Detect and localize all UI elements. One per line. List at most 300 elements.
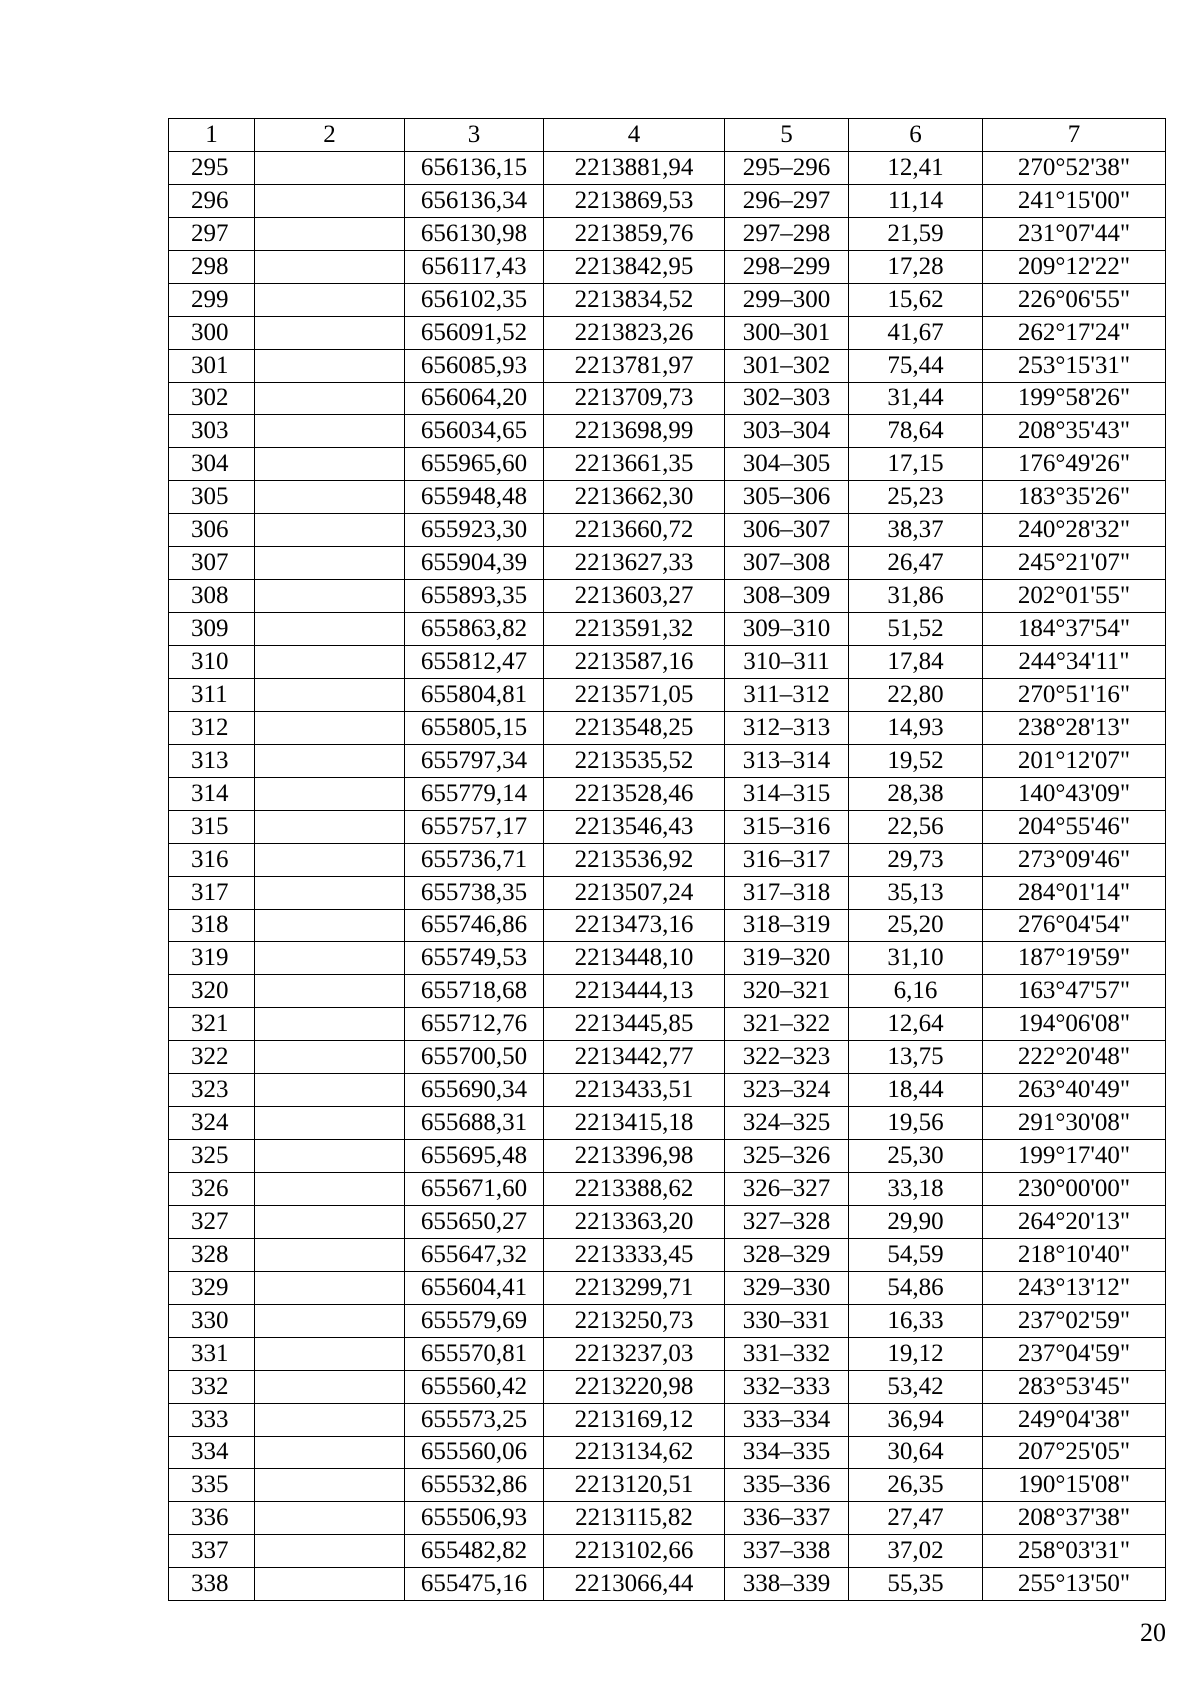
x-coordinate-cell: 655700,50	[405, 1041, 544, 1074]
y-coordinate-cell: 2213442,77	[544, 1041, 725, 1074]
table-row	[169, 1041, 1166, 1074]
description-cell	[255, 1304, 405, 1337]
length-cell: 17,15	[849, 448, 983, 481]
description-cell	[255, 843, 405, 876]
x-coordinate-cell: 655506,93	[405, 1502, 544, 1535]
point-number-cell: 329	[169, 1271, 255, 1304]
segment-cell: 336–337	[725, 1502, 849, 1535]
bearing-cell: 249°04'38"	[983, 1403, 1166, 1436]
length-cell: 12,64	[849, 1008, 983, 1041]
bearing-cell: 262°17'24"	[983, 316, 1166, 349]
bearing-cell: 201°12'07"	[983, 744, 1166, 777]
y-coordinate-cell: 2213842,95	[544, 250, 725, 283]
coordinates-table	[168, 118, 1166, 1601]
x-coordinate-cell: 655749,53	[405, 942, 544, 975]
y-coordinate-cell: 2213536,92	[544, 843, 725, 876]
point-number-cell: 308	[169, 580, 255, 613]
y-coordinate-cell: 2213066,44	[544, 1568, 725, 1601]
y-coordinate-cell: 2213834,52	[544, 283, 725, 316]
point-number-cell: 310	[169, 646, 255, 679]
y-coordinate-cell: 2213388,62	[544, 1173, 725, 1206]
column-header-5: 5	[725, 119, 849, 152]
segment-cell: 297–298	[725, 217, 849, 250]
x-coordinate-cell: 655965,60	[405, 448, 544, 481]
segment-cell: 312–313	[725, 711, 849, 744]
point-number-cell: 315	[169, 810, 255, 843]
length-cell: 17,28	[849, 250, 983, 283]
description-cell	[255, 1403, 405, 1436]
y-coordinate-cell: 2213591,32	[544, 613, 725, 646]
description-cell	[255, 1535, 405, 1568]
segment-cell: 300–301	[725, 316, 849, 349]
x-coordinate-cell: 655779,14	[405, 777, 544, 810]
description-cell	[255, 448, 405, 481]
description-cell	[255, 1008, 405, 1041]
bearing-cell: 264°20'13"	[983, 1205, 1166, 1238]
segment-cell: 334–335	[725, 1436, 849, 1469]
bearing-cell: 140°43'09"	[983, 777, 1166, 810]
point-number-cell: 302	[169, 382, 255, 415]
bearing-cell: 187°19'59"	[983, 942, 1166, 975]
bearing-cell: 226°06'55"	[983, 283, 1166, 316]
page-number: 20	[1140, 1618, 1166, 1647]
table-row	[169, 349, 1166, 382]
column-header-3: 3	[405, 119, 544, 152]
table-row	[169, 481, 1166, 514]
length-cell: 27,47	[849, 1502, 983, 1535]
y-coordinate-cell: 2213120,51	[544, 1469, 725, 1502]
table-row	[169, 975, 1166, 1008]
length-cell: 29,73	[849, 843, 983, 876]
table-row	[169, 514, 1166, 547]
length-cell: 11,14	[849, 184, 983, 217]
point-number-cell: 327	[169, 1205, 255, 1238]
segment-cell: 304–305	[725, 448, 849, 481]
description-cell	[255, 1370, 405, 1403]
y-coordinate-cell: 2213473,16	[544, 909, 725, 942]
length-cell: 54,86	[849, 1271, 983, 1304]
segment-cell: 307–308	[725, 547, 849, 580]
bearing-cell: 270°52'38"	[983, 151, 1166, 184]
x-coordinate-cell: 655923,30	[405, 514, 544, 547]
y-coordinate-cell: 2213220,98	[544, 1370, 725, 1403]
point-number-cell: 322	[169, 1041, 255, 1074]
description-cell	[255, 382, 405, 415]
x-coordinate-cell: 655863,82	[405, 613, 544, 646]
point-number-cell: 307	[169, 547, 255, 580]
segment-cell: 315–316	[725, 810, 849, 843]
point-number-cell: 303	[169, 415, 255, 448]
x-coordinate-cell: 656117,43	[405, 250, 544, 283]
bearing-cell: 231°07'44"	[983, 217, 1166, 250]
table-row	[169, 613, 1166, 646]
bearing-cell: 237°04'59"	[983, 1337, 1166, 1370]
table-row	[169, 1107, 1166, 1140]
y-coordinate-cell: 2213571,05	[544, 678, 725, 711]
table-row	[169, 1469, 1166, 1502]
length-cell: 15,62	[849, 283, 983, 316]
length-cell: 13,75	[849, 1041, 983, 1074]
y-coordinate-cell: 2213535,52	[544, 744, 725, 777]
length-cell: 75,44	[849, 349, 983, 382]
point-number-cell: 297	[169, 217, 255, 250]
length-cell: 19,12	[849, 1337, 983, 1370]
description-cell	[255, 151, 405, 184]
x-coordinate-cell: 655712,76	[405, 1008, 544, 1041]
description-cell	[255, 646, 405, 679]
table-row	[169, 1074, 1166, 1107]
y-coordinate-cell: 2213881,94	[544, 151, 725, 184]
description-cell	[255, 1107, 405, 1140]
point-number-cell: 323	[169, 1074, 255, 1107]
x-coordinate-cell: 656102,35	[405, 283, 544, 316]
bearing-cell: 255°13'50"	[983, 1568, 1166, 1601]
x-coordinate-cell: 655746,86	[405, 909, 544, 942]
segment-cell: 299–300	[725, 283, 849, 316]
description-cell	[255, 744, 405, 777]
x-coordinate-cell: 655690,34	[405, 1074, 544, 1107]
x-coordinate-cell: 655904,39	[405, 547, 544, 580]
segment-cell: 317–318	[725, 876, 849, 909]
bearing-cell: 273°09'46"	[983, 843, 1166, 876]
table-header	[169, 119, 1166, 152]
length-cell: 54,59	[849, 1238, 983, 1271]
table-row	[169, 678, 1166, 711]
bearing-cell: 283°53'45"	[983, 1370, 1166, 1403]
segment-cell: 302–303	[725, 382, 849, 415]
x-coordinate-cell: 655579,69	[405, 1304, 544, 1337]
length-cell: 26,35	[849, 1469, 983, 1502]
x-coordinate-cell: 655948,48	[405, 481, 544, 514]
y-coordinate-cell: 2213709,73	[544, 382, 725, 415]
segment-cell: 325–326	[725, 1140, 849, 1173]
point-number-cell: 305	[169, 481, 255, 514]
segment-cell: 311–312	[725, 678, 849, 711]
length-cell: 31,44	[849, 382, 983, 415]
bearing-cell: 204°55'46"	[983, 810, 1166, 843]
segment-cell: 332–333	[725, 1370, 849, 1403]
description-cell	[255, 1271, 405, 1304]
description-cell	[255, 316, 405, 349]
table-row	[169, 382, 1166, 415]
x-coordinate-cell: 656136,15	[405, 151, 544, 184]
point-number-cell: 332	[169, 1370, 255, 1403]
segment-cell: 316–317	[725, 843, 849, 876]
point-number-cell: 318	[169, 909, 255, 942]
y-coordinate-cell: 2213169,12	[544, 1403, 725, 1436]
segment-cell: 305–306	[725, 481, 849, 514]
segment-cell: 308–309	[725, 580, 849, 613]
description-cell	[255, 1173, 405, 1206]
length-cell: 6,16	[849, 975, 983, 1008]
table-row	[169, 876, 1166, 909]
segment-cell: 326–327	[725, 1173, 849, 1206]
x-coordinate-cell: 655560,42	[405, 1370, 544, 1403]
description-cell	[255, 678, 405, 711]
point-number-cell: 333	[169, 1403, 255, 1436]
table-row	[169, 1205, 1166, 1238]
table-row	[169, 250, 1166, 283]
x-coordinate-cell: 655570,81	[405, 1337, 544, 1370]
y-coordinate-cell: 2213507,24	[544, 876, 725, 909]
description-cell	[255, 547, 405, 580]
segment-cell: 310–311	[725, 646, 849, 679]
x-coordinate-cell: 655671,60	[405, 1173, 544, 1206]
length-cell: 30,64	[849, 1436, 983, 1469]
column-header-7: 7	[983, 119, 1166, 152]
segment-cell: 298–299	[725, 250, 849, 283]
bearing-cell: 291°30'08"	[983, 1107, 1166, 1140]
point-number-cell: 320	[169, 975, 255, 1008]
description-cell	[255, 777, 405, 810]
x-coordinate-cell: 655893,35	[405, 580, 544, 613]
point-number-cell: 334	[169, 1436, 255, 1469]
bearing-cell: 199°58'26"	[983, 382, 1166, 415]
description-cell	[255, 711, 405, 744]
description-cell	[255, 415, 405, 448]
table-row	[169, 744, 1166, 777]
bearing-cell: 222°20'48"	[983, 1041, 1166, 1074]
length-cell: 31,10	[849, 942, 983, 975]
length-cell: 19,56	[849, 1107, 983, 1140]
y-coordinate-cell: 2213627,33	[544, 547, 725, 580]
table-row	[169, 777, 1166, 810]
description-cell	[255, 1502, 405, 1535]
segment-cell: 296–297	[725, 184, 849, 217]
description-cell	[255, 1337, 405, 1370]
description-cell	[255, 481, 405, 514]
x-coordinate-cell: 655757,17	[405, 810, 544, 843]
point-number-cell: 319	[169, 942, 255, 975]
description-cell	[255, 810, 405, 843]
bearing-cell: 209°12'22"	[983, 250, 1166, 283]
bearing-cell: 238°28'13"	[983, 711, 1166, 744]
description-cell	[255, 184, 405, 217]
point-number-cell: 299	[169, 283, 255, 316]
description-cell	[255, 349, 405, 382]
segment-cell: 313–314	[725, 744, 849, 777]
y-coordinate-cell: 2213528,46	[544, 777, 725, 810]
point-number-cell: 300	[169, 316, 255, 349]
length-cell: 41,67	[849, 316, 983, 349]
y-coordinate-cell: 2213134,62	[544, 1436, 725, 1469]
length-cell: 17,84	[849, 646, 983, 679]
length-cell: 25,30	[849, 1140, 983, 1173]
y-coordinate-cell: 2213587,16	[544, 646, 725, 679]
description-cell	[255, 1140, 405, 1173]
point-number-cell: 328	[169, 1238, 255, 1271]
x-coordinate-cell: 655532,86	[405, 1469, 544, 1502]
bearing-cell: 237°02'59"	[983, 1304, 1166, 1337]
segment-cell: 321–322	[725, 1008, 849, 1041]
y-coordinate-cell: 2213445,85	[544, 1008, 725, 1041]
description-cell	[255, 580, 405, 613]
description-cell	[255, 514, 405, 547]
length-cell: 31,86	[849, 580, 983, 613]
y-coordinate-cell: 2213823,26	[544, 316, 725, 349]
length-cell: 29,90	[849, 1205, 983, 1238]
table-row	[169, 942, 1166, 975]
description-cell	[255, 909, 405, 942]
length-cell: 19,52	[849, 744, 983, 777]
x-coordinate-cell: 656136,34	[405, 184, 544, 217]
bearing-cell: 207°25'05"	[983, 1436, 1166, 1469]
y-coordinate-cell: 2213448,10	[544, 942, 725, 975]
segment-cell: 306–307	[725, 514, 849, 547]
point-number-cell: 312	[169, 711, 255, 744]
x-coordinate-cell: 655718,68	[405, 975, 544, 1008]
bearing-cell: 284°01'14"	[983, 876, 1166, 909]
bearing-cell: 208°35'43"	[983, 415, 1166, 448]
bearing-cell: 270°51'16"	[983, 678, 1166, 711]
x-coordinate-cell: 656064,20	[405, 382, 544, 415]
segment-cell: 335–336	[725, 1469, 849, 1502]
x-coordinate-cell: 655695,48	[405, 1140, 544, 1173]
bearing-cell: 208°37'38"	[983, 1502, 1166, 1535]
bearing-cell: 245°21'07"	[983, 547, 1166, 580]
y-coordinate-cell: 2213415,18	[544, 1107, 725, 1140]
x-coordinate-cell: 655804,81	[405, 678, 544, 711]
y-coordinate-cell: 2213299,71	[544, 1271, 725, 1304]
column-header-6: 6	[849, 119, 983, 152]
point-number-cell: 337	[169, 1535, 255, 1568]
point-number-cell: 326	[169, 1173, 255, 1206]
point-number-cell: 313	[169, 744, 255, 777]
segment-cell: 322–323	[725, 1041, 849, 1074]
length-cell: 53,42	[849, 1370, 983, 1403]
bearing-cell: 218°10'40"	[983, 1238, 1166, 1271]
point-number-cell: 330	[169, 1304, 255, 1337]
table-row	[169, 1008, 1166, 1041]
description-cell	[255, 613, 405, 646]
segment-cell: 333–334	[725, 1403, 849, 1436]
bearing-cell: 258°03'31"	[983, 1535, 1166, 1568]
length-cell: 12,41	[849, 151, 983, 184]
bearing-cell: 253°15'31"	[983, 349, 1166, 382]
length-cell: 25,20	[849, 909, 983, 942]
table-row	[169, 1370, 1166, 1403]
segment-cell: 303–304	[725, 415, 849, 448]
description-cell	[255, 1074, 405, 1107]
segment-cell: 301–302	[725, 349, 849, 382]
bearing-cell: 190°15'08"	[983, 1469, 1166, 1502]
bearing-cell: 230°00'00"	[983, 1173, 1166, 1206]
length-cell: 38,37	[849, 514, 983, 547]
table-row	[169, 1568, 1166, 1601]
point-number-cell: 311	[169, 678, 255, 711]
segment-cell: 337–338	[725, 1535, 849, 1568]
bearing-cell: 183°35'26"	[983, 481, 1166, 514]
segment-cell: 314–315	[725, 777, 849, 810]
bearing-cell: 263°40'49"	[983, 1074, 1166, 1107]
segment-cell: 320–321	[725, 975, 849, 1008]
length-cell: 22,80	[849, 678, 983, 711]
y-coordinate-cell: 2213603,27	[544, 580, 725, 613]
bearing-cell: 241°15'00"	[983, 184, 1166, 217]
bearing-cell: 240°28'32"	[983, 514, 1166, 547]
table-row	[169, 711, 1166, 744]
point-number-cell: 316	[169, 843, 255, 876]
length-cell: 35,13	[849, 876, 983, 909]
bearing-cell: 184°37'54"	[983, 613, 1166, 646]
x-coordinate-cell: 655573,25	[405, 1403, 544, 1436]
segment-cell: 309–310	[725, 613, 849, 646]
length-cell: 26,47	[849, 547, 983, 580]
y-coordinate-cell: 2213781,97	[544, 349, 725, 382]
segment-cell: 295–296	[725, 151, 849, 184]
length-cell: 28,38	[849, 777, 983, 810]
x-coordinate-cell: 655805,15	[405, 711, 544, 744]
length-cell: 55,35	[849, 1568, 983, 1601]
table-row	[169, 283, 1166, 316]
segment-cell: 330–331	[725, 1304, 849, 1337]
x-coordinate-cell: 655688,31	[405, 1107, 544, 1140]
length-cell: 22,56	[849, 810, 983, 843]
bearing-cell: 194°06'08"	[983, 1008, 1166, 1041]
x-coordinate-cell: 656130,98	[405, 217, 544, 250]
table-row	[169, 646, 1166, 679]
description-cell	[255, 1238, 405, 1271]
column-header-4: 4	[544, 119, 725, 152]
point-number-cell: 324	[169, 1107, 255, 1140]
point-number-cell: 331	[169, 1337, 255, 1370]
table-row	[169, 1403, 1166, 1436]
segment-cell: 338–339	[725, 1568, 849, 1601]
segment-cell: 328–329	[725, 1238, 849, 1271]
point-number-cell: 314	[169, 777, 255, 810]
point-number-cell: 309	[169, 613, 255, 646]
description-cell	[255, 217, 405, 250]
y-coordinate-cell: 2213396,98	[544, 1140, 725, 1173]
description-cell	[255, 975, 405, 1008]
point-number-cell: 321	[169, 1008, 255, 1041]
bearing-cell: 163°47'57"	[983, 975, 1166, 1008]
description-cell	[255, 250, 405, 283]
table-row	[169, 316, 1166, 349]
x-coordinate-cell: 655560,06	[405, 1436, 544, 1469]
point-number-cell: 306	[169, 514, 255, 547]
table-row	[169, 1535, 1166, 1568]
point-number-cell: 335	[169, 1469, 255, 1502]
table-row	[169, 909, 1166, 942]
column-header-2: 2	[255, 119, 405, 152]
y-coordinate-cell: 2213102,66	[544, 1535, 725, 1568]
x-coordinate-cell: 655650,27	[405, 1205, 544, 1238]
y-coordinate-cell: 2213548,25	[544, 711, 725, 744]
y-coordinate-cell: 2213237,03	[544, 1337, 725, 1370]
length-cell: 51,52	[849, 613, 983, 646]
description-cell	[255, 942, 405, 975]
table-row	[169, 1238, 1166, 1271]
segment-cell: 327–328	[725, 1205, 849, 1238]
y-coordinate-cell: 2213250,73	[544, 1304, 725, 1337]
description-cell	[255, 1041, 405, 1074]
description-cell	[255, 876, 405, 909]
table-row	[169, 843, 1166, 876]
length-cell: 33,18	[849, 1173, 983, 1206]
x-coordinate-cell: 655738,35	[405, 876, 544, 909]
segment-cell: 329–330	[725, 1271, 849, 1304]
table-row	[169, 184, 1166, 217]
length-cell: 36,94	[849, 1403, 983, 1436]
x-coordinate-cell: 655797,34	[405, 744, 544, 777]
header-row	[169, 119, 1166, 152]
point-number-cell: 336	[169, 1502, 255, 1535]
table-row	[169, 448, 1166, 481]
bearing-cell: 199°17'40"	[983, 1140, 1166, 1173]
x-coordinate-cell: 655647,32	[405, 1238, 544, 1271]
y-coordinate-cell: 2213546,43	[544, 810, 725, 843]
